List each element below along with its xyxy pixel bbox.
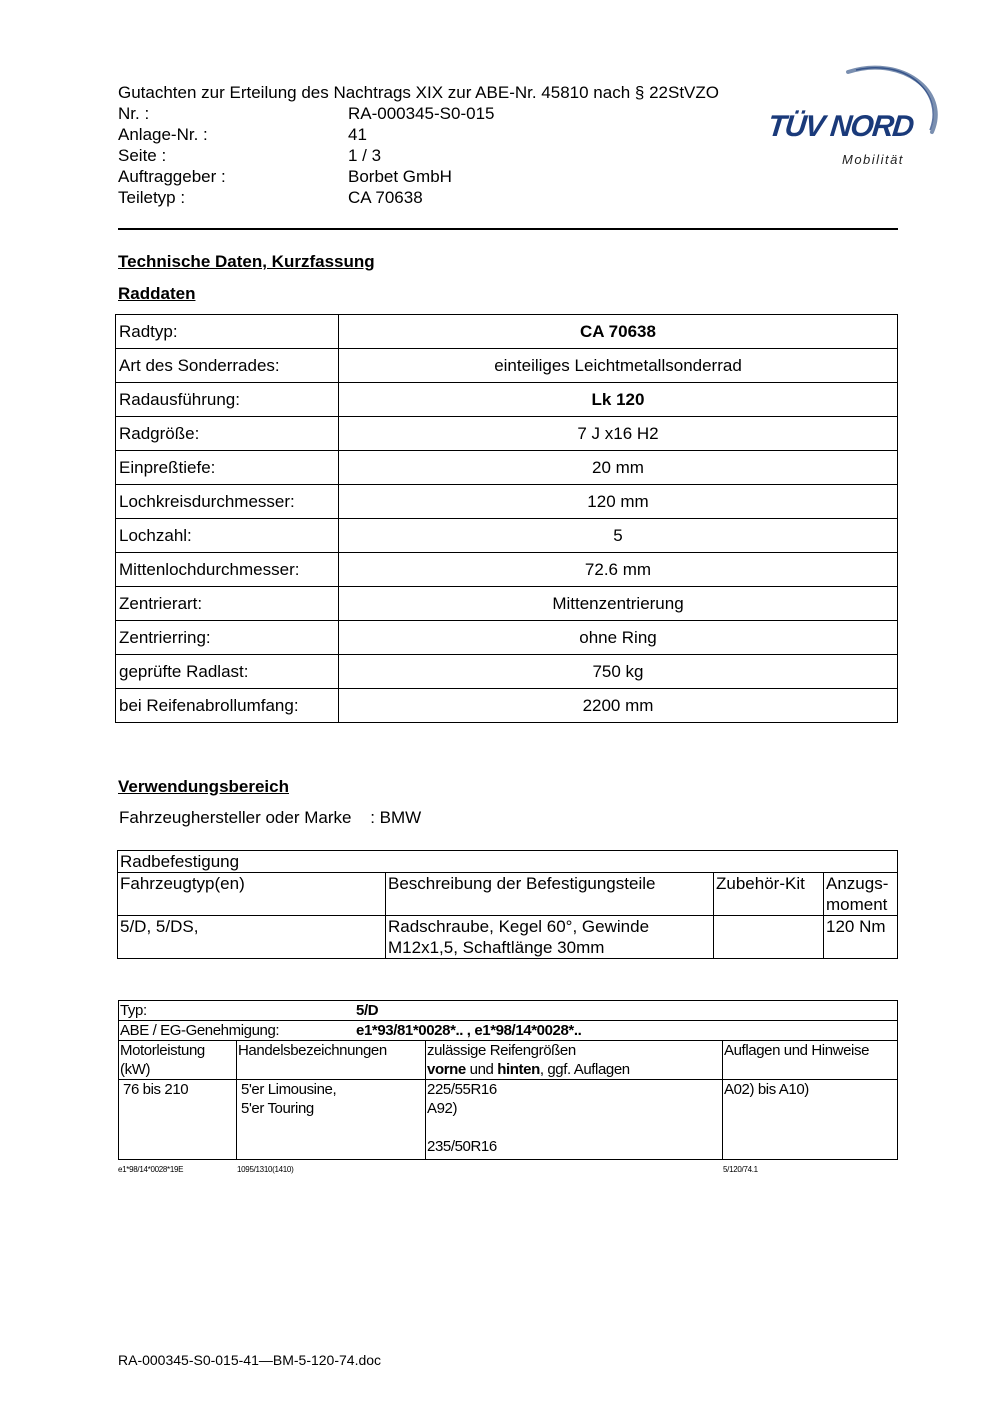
document-header	[118, 82, 719, 208]
raddaten-label: Radausführung:	[116, 383, 339, 417]
header-row-auftraggeber: Auftraggeber : Borbet GmbH	[118, 167, 452, 186]
cell-auflagen: A02) bis A10)	[723, 1080, 898, 1160]
raddaten-label: Radgröße:	[116, 417, 339, 451]
raddaten-value: 7 J x16 H2	[339, 417, 898, 451]
typ-table	[118, 1000, 898, 1160]
col-header-reifengroessen: zulässige Reifengrößen vorne und hinten, ggf. Auflagen	[426, 1041, 723, 1080]
abe-value: e1*93/81*0028*.. , e1*98/14*0028*..	[356, 1022, 582, 1039]
table-row	[116, 587, 898, 621]
table-row	[116, 655, 898, 689]
cell-handelsbezeichnungen: 5'er Limousine, 5'er Touring	[237, 1080, 426, 1160]
raddaten-value: einteiliges Leichtmetallsonderrad	[339, 349, 898, 383]
radbefestigung-title: Radbefestigung	[118, 851, 898, 873]
logo-subtitle: Mobilität	[842, 152, 904, 167]
cell-beschreibung: Radschraube, Kegel 60°, Gewinde M12x1,5, Schaftlänge 30mm	[386, 916, 714, 959]
col-header-handelsbezeichnungen: Handelsbezeichnungen	[237, 1041, 426, 1080]
table-row	[116, 519, 898, 553]
table-row	[116, 383, 898, 417]
fahrzeughersteller-label: Fahrzeughersteller oder Marke	[119, 808, 352, 827]
table-row	[116, 485, 898, 519]
raddaten-label: Zentrierring:	[116, 621, 339, 655]
col-header-anzugsmoment: Anzugs- moment	[824, 873, 898, 916]
raddaten-value: 2200 mm	[339, 689, 898, 723]
fahrzeughersteller-line	[119, 808, 421, 828]
raddaten-label: Einpreßtiefe:	[116, 451, 339, 485]
table-row	[119, 1041, 898, 1080]
raddaten-value: ohne Ring	[339, 621, 898, 655]
typ-footnote-left: e1*98/14*0028*19E	[118, 1165, 184, 1174]
col-header-auflagen: Auflagen und Hinweise	[723, 1041, 898, 1080]
col-header-zubehoer: Zubehör-Kit	[714, 873, 824, 916]
radbefestigung-table	[117, 850, 898, 959]
table-row	[119, 1080, 898, 1160]
raddaten-label: Mittenlochdurchmesser:	[116, 553, 339, 587]
table-row	[116, 349, 898, 383]
raddaten-label: bei Reifenabrollumfang:	[116, 689, 339, 723]
header-row-nr: Nr. : RA-000345-S0-015	[118, 104, 495, 123]
logo-brand: TÜV NORD	[766, 110, 915, 143]
raddaten-label: Lochzahl:	[116, 519, 339, 553]
raddaten-value: Lk 120	[339, 383, 898, 417]
col-header-beschreibung: Beschreibung der Befestigungsteile	[386, 873, 714, 916]
raddaten-label: geprüfte Radlast:	[116, 655, 339, 689]
raddaten-value: 120 mm	[339, 485, 898, 519]
col-header-fahrzeugtyp: Fahrzeugtyp(en)	[118, 873, 386, 916]
tuev-nord-logo	[760, 60, 940, 170]
header-row-teiletyp: Teiletyp : CA 70638	[118, 188, 423, 207]
section-technische-daten: Technische Daten, Kurzfassung	[118, 252, 375, 271]
fahrzeughersteller-value: BMW	[379, 808, 422, 827]
table-row	[118, 851, 898, 873]
col-header-motorleistung: Motorleistung (kW)	[119, 1041, 237, 1080]
table-row	[116, 417, 898, 451]
fahrzeughersteller-sep: :	[370, 808, 375, 827]
cell-fahrzeugtyp: 5/D, 5/DS,	[118, 916, 386, 959]
raddaten-value: 5	[339, 519, 898, 553]
typ-footnote-mid: 1095/1310(1410)	[237, 1165, 294, 1174]
raddaten-value: 72.6 mm	[339, 553, 898, 587]
header-row-anlage: Anlage-Nr. : 41	[118, 125, 367, 144]
header-divider	[118, 228, 898, 230]
abe-label: ABE / EG-Genehmigung:	[120, 1022, 280, 1039]
table-row	[116, 689, 898, 723]
page-footer: RA-000345-S0-015-41—BM-5-120-74.doc	[118, 1352, 382, 1368]
table-row	[119, 1021, 898, 1041]
header-row-seite: Seite : 1 / 3	[118, 146, 382, 165]
cell-zubehoer	[714, 916, 824, 959]
raddaten-label: Zentrierart:	[116, 587, 339, 621]
raddaten-value: CA 70638	[339, 315, 898, 349]
raddaten-value: 750 kg	[339, 655, 898, 689]
table-row	[116, 553, 898, 587]
cell-motorleistung: 76 bis 210	[119, 1080, 237, 1160]
raddaten-label: Lochkreisdurchmesser:	[116, 485, 339, 519]
section-raddaten: Raddaten	[118, 284, 196, 303]
raddaten-label: Art des Sonderrades:	[116, 349, 339, 383]
table-row	[118, 873, 898, 916]
raddaten-value: Mittenzentrierung	[339, 587, 898, 621]
cell-reifengroessen: 225/55R16 A92) 235/50R16	[426, 1080, 723, 1160]
typ-value: 5/D	[356, 1002, 379, 1019]
raddaten-label: Radtyp:	[116, 315, 339, 349]
table-row	[116, 315, 898, 349]
table-row	[119, 1001, 898, 1021]
section-verwendungsbereich: Verwendungsbereich	[118, 777, 289, 796]
typ-label: Typ:	[120, 1002, 147, 1019]
table-row	[118, 916, 898, 959]
table-row	[116, 621, 898, 655]
table-row	[116, 451, 898, 485]
document-title: Gutachten zur Erteilung des Nachtrags XIX zur ABE-Nr. 45810 nach § 22StVZO	[118, 83, 719, 102]
typ-footnote-right: 5/120/74.1	[723, 1165, 758, 1174]
cell-anzugsmoment: 120 Nm	[824, 916, 898, 959]
raddaten-value: 20 mm	[339, 451, 898, 485]
raddaten-table	[115, 314, 898, 723]
